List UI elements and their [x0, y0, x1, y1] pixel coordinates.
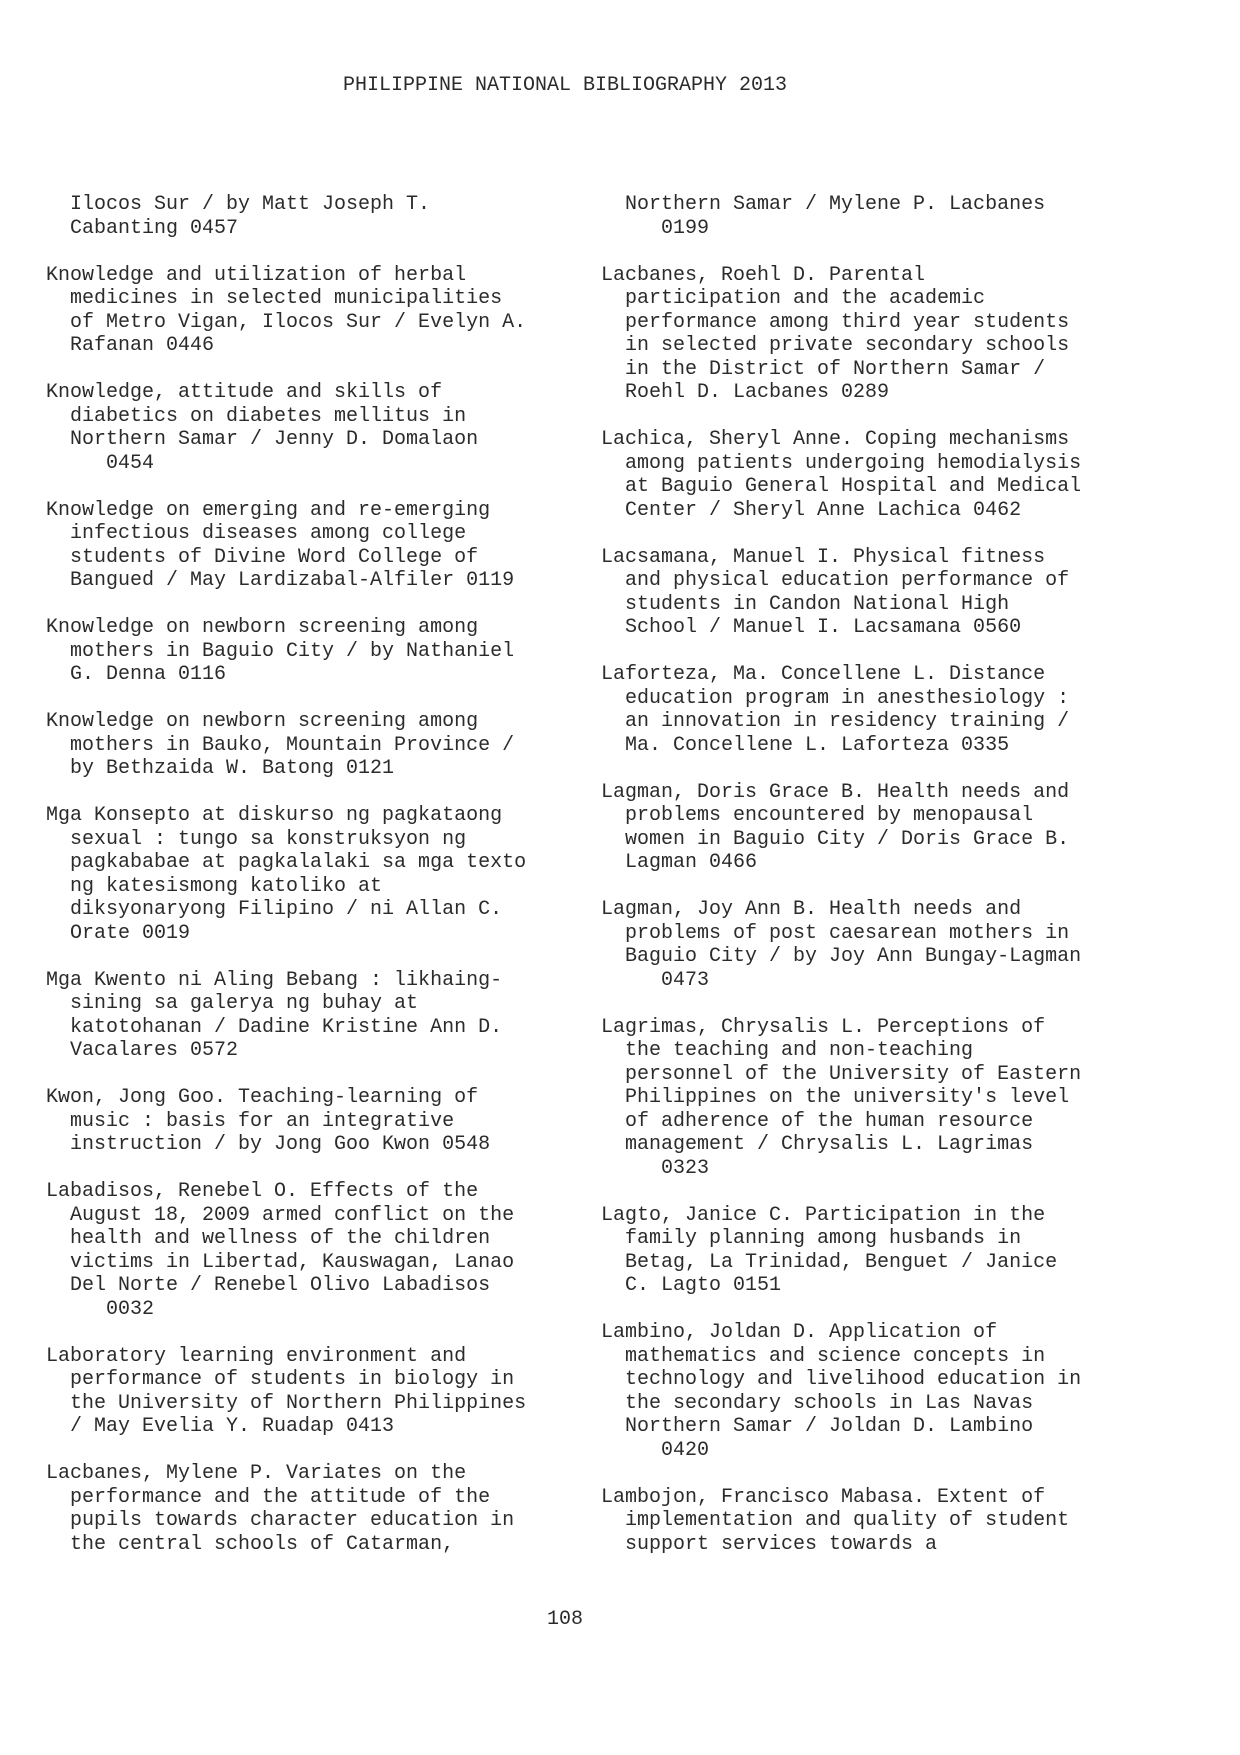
entry-line: ng katesismong katoliko at	[46, 874, 383, 898]
entry-line: / May Evelia Y. Ruadap 0413	[46, 1415, 395, 1438]
entry-line: Cabanting 0457	[46, 216, 239, 240]
entry-line: Knowledge and utilization of herbal	[46, 263, 467, 287]
bibliography-entry	[46, 969, 606, 1063]
entry-line: Knowledge on newborn screening among	[46, 710, 479, 733]
entry-line: Del Norte / Renebel Olivo Labadisos	[46, 1274, 491, 1297]
entry-line: Baguio City / by Joy Ann Bungay-Lagman	[601, 945, 1082, 968]
entry-line: performance and the attitude of the	[46, 1485, 491, 1509]
bibliography-entry	[601, 1486, 1161, 1557]
entry-line: Rafanan 0446	[46, 334, 215, 357]
entry-line: diabetics on diabetes mellitus in	[46, 404, 467, 428]
bibliography-entry	[46, 381, 606, 475]
entry-line: 0032	[46, 1297, 155, 1321]
entry-line: diksyonaryong Filipino / ni Allan C.	[46, 898, 503, 921]
entry-line: implementation and quality of student	[601, 1509, 1070, 1532]
entry-line: the University of Northern Philippines	[46, 1391, 527, 1415]
bibliography-entry	[601, 546, 1161, 640]
entry-line: Lambojon, Francisco Mabasa. Extent of	[601, 1485, 1046, 1509]
entry-line: Lacbanes, Roehl D. Parental	[601, 263, 926, 287]
entry-line: Laboratory learning environment and	[46, 1344, 467, 1368]
entry-line: Kwon, Jong Goo. Teaching-learning of	[46, 1086, 479, 1109]
entry-line: Vacalares 0572	[46, 1039, 239, 1062]
entry-line: mathematics and science concepts in	[601, 1344, 1046, 1368]
entry-line: Lagman, Joy Ann B. Health needs and	[601, 898, 1022, 921]
entry-line: women in Baguio City / Doris Grace B.	[601, 827, 1070, 851]
entry-line: Ilocos Sur / by Matt Joseph T.	[46, 193, 431, 216]
entry-line: Lagrimas, Chrysalis L. Perceptions of	[601, 1015, 1046, 1039]
entry-line: August 18, 2009 armed conflict on the	[46, 1203, 515, 1227]
entry-line: sining sa galerya ng buhay at	[46, 992, 419, 1015]
entry-line: Center / Sheryl Anne Lachica 0462	[601, 498, 1022, 522]
entry-line: Knowledge on emerging and re-emerging	[46, 498, 491, 522]
entry-line: problems of post caesarean mothers in	[601, 921, 1070, 945]
entry-line: katotohanan / Dadine Kristine Ann D.	[46, 1015, 503, 1039]
bibliography-entry	[601, 1321, 1161, 1462]
entry-line: Bangued / May Lardizabal-Alfiler 0119	[46, 569, 515, 592]
entry-line: sexual : tungo sa konstruksyon ng	[46, 827, 467, 851]
entry-line: music : basis for an integrative	[46, 1109, 455, 1133]
entry-line: Lacsamana, Manuel I. Physical fitness	[601, 545, 1046, 569]
entry-line: 0420	[601, 1438, 710, 1462]
entry-line: Orate 0019	[46, 921, 191, 945]
entry-line: Northern Samar / Joldan D. Lambino	[601, 1415, 1034, 1438]
entry-line: performance among third year students	[601, 310, 1070, 334]
page-number: 108	[546, 1608, 583, 1631]
bibliography-entry	[46, 1180, 606, 1321]
entry-line: in the District of Northern Samar /	[601, 357, 1046, 381]
entry-line: C. Lagto 0151	[601, 1274, 782, 1297]
entry-line: at Baguio General Hospital and Medical	[601, 475, 1082, 498]
entry-line: among patients undergoing hemodialysis	[601, 451, 1082, 475]
entry-line: Laforteza, Ma. Concellene L. Distance	[601, 663, 1046, 686]
entry-line: Knowledge, attitude and skills of	[46, 381, 443, 404]
entry-line: an innovation in residency training /	[601, 710, 1070, 733]
entry-line: 0454	[46, 451, 155, 475]
entry-line: medicines in selected municipalities	[46, 287, 503, 310]
bibliography-entry	[601, 193, 1161, 240]
entry-line: management / Chrysalis L. Lagrimas	[601, 1133, 1034, 1156]
bibliography-entry	[46, 264, 606, 358]
left-column	[46, 193, 606, 1580]
bibliography-entry	[601, 428, 1161, 522]
entry-line: victims in Libertad, Kauswagan, Lanao	[46, 1250, 515, 1274]
entry-line: Northern Samar / Mylene P. Lacbanes	[601, 193, 1046, 216]
entry-line: of Metro Vigan, Ilocos Sur / Evelyn A.	[46, 310, 527, 334]
bibliography-entry	[46, 1462, 606, 1556]
entry-line: 0199	[601, 216, 710, 240]
entry-line: Lagman, Doris Grace B. Health needs and	[601, 780, 1070, 804]
entry-line: Lagto, Janice C. Participation in the	[601, 1203, 1046, 1227]
entry-line: students in Candon National High	[601, 592, 1010, 616]
entry-line: the central schools of Catarman,	[46, 1532, 455, 1556]
bibliography-entry	[601, 663, 1161, 757]
entry-line: personnel of the University of Eastern	[601, 1062, 1082, 1086]
entry-line: Lacbanes, Mylene P. Variates on the	[46, 1462, 467, 1485]
page-header-title: PHILIPPINE NATIONAL BIBLIOGRAPHY 2013	[342, 74, 788, 97]
entry-line: Lambino, Joldan D. Application of	[601, 1321, 998, 1344]
entry-line: participation and the academic	[601, 287, 986, 310]
entry-line: 0473	[601, 968, 710, 992]
entry-line: Roehl D. Lacbanes 0289	[601, 381, 890, 404]
right-column	[601, 193, 1161, 1580]
entry-line: Knowledge on newborn screening among	[46, 616, 479, 639]
entry-line: Mga Kwento ni Aling Bebang : likhaing-	[46, 968, 503, 992]
entry-line: mothers in Baguio City / by Nathaniel	[46, 639, 515, 663]
entry-line: the teaching and non-teaching	[601, 1039, 974, 1062]
bibliography-entry	[46, 804, 606, 945]
entry-line: performance of students in biology in	[46, 1368, 515, 1391]
entry-line: the secondary schools in Las Navas	[601, 1391, 1034, 1415]
entry-line: Lagman 0466	[601, 851, 758, 874]
entry-line: pupils towards character education in	[46, 1509, 515, 1532]
bibliography-entry	[601, 1016, 1161, 1181]
entry-line: Labadisos, Renebel O. Effects of the	[46, 1180, 479, 1203]
bibliography-entry	[601, 898, 1161, 992]
entry-line: Philippines on the university's level	[601, 1086, 1070, 1109]
entry-line: Mga Konsepto at diskurso ng pagkataong	[46, 804, 503, 827]
bibliography-entry	[46, 616, 606, 687]
entry-line: family planning among husbands in	[601, 1227, 1022, 1250]
entry-line: 0323	[601, 1156, 710, 1180]
bibliography-entry	[46, 710, 606, 781]
bibliography-entry	[46, 1086, 606, 1157]
bibliography-entry	[601, 781, 1161, 875]
bibliography-entry	[46, 1345, 606, 1439]
entry-line: of adherence of the human resource	[601, 1109, 1034, 1133]
bibliography-entry	[601, 264, 1161, 405]
entry-line: technology and livelihood education in	[601, 1368, 1082, 1391]
entry-line: Ma. Concellene L. Laforteza 0335	[601, 733, 1010, 757]
entry-line: problems encountered by menopausal	[601, 804, 1034, 827]
entry-line: students of Divine Word College of	[46, 545, 479, 569]
entry-line: and physical education performance of	[601, 569, 1070, 592]
entry-line: School / Manuel I. Lacsamana 0560	[601, 616, 1022, 639]
entry-line: mothers in Bauko, Mountain Province /	[46, 733, 515, 757]
entry-line: Northern Samar / Jenny D. Domalaon	[46, 428, 479, 451]
entry-line: pagkababae at pagkalalaki sa mga texto	[46, 851, 527, 874]
entry-line: support services towards a	[601, 1532, 938, 1556]
entry-line: health and wellness of the children	[46, 1227, 491, 1250]
entry-line: instruction / by Jong Goo Kwon 0548	[46, 1133, 491, 1156]
entry-line: G. Denna 0116	[46, 663, 227, 686]
bibliography-entry	[46, 499, 606, 593]
entry-line: Lachica, Sheryl Anne. Coping mechanisms	[601, 428, 1070, 451]
entry-line: infectious diseases among college	[46, 522, 467, 545]
entry-line: in selected private secondary schools	[601, 334, 1070, 357]
entry-line: by Bethzaida W. Batong 0121	[46, 757, 395, 780]
entry-line: education program in anesthesiology :	[601, 686, 1070, 710]
bibliography-entry	[601, 1204, 1161, 1298]
entry-line: Betag, La Trinidad, Benguet / Janice	[601, 1250, 1058, 1274]
bibliography-entry	[46, 193, 606, 240]
